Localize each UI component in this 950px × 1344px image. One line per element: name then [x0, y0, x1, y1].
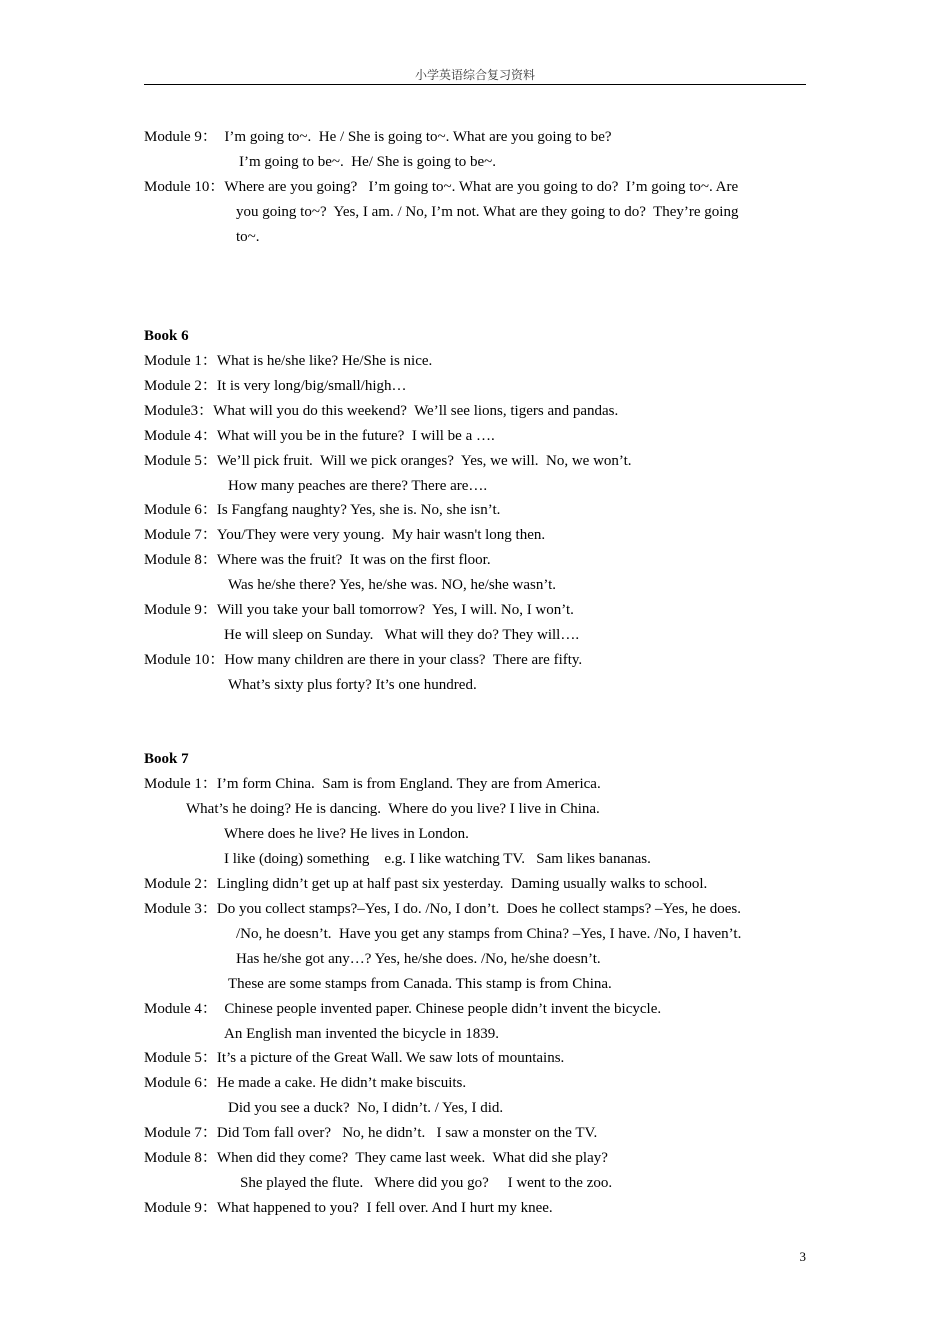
- header-divider: [144, 84, 806, 85]
- text-line: to~.: [236, 229, 260, 245]
- text-line: Module 5：It’s a picture of the Great Wall. We saw lots of mountains.: [144, 1050, 565, 1066]
- text-line: Module 9： I’m going to~. He / She is going to~. What are you going to be?: [144, 129, 612, 145]
- text-line: Module 3：Do you collect stamps?–Yes, I do. /No, I don’t. Does he collect stamps? –Yes, he does.: [144, 901, 742, 917]
- text-line: /No, he doesn’t. Have you get any stamps from China? –Yes, I have. /No, I haven’t.: [236, 926, 742, 942]
- text-line: Module 4：What will you be in the future? I will be a ….: [144, 428, 495, 444]
- page-header: 小学英语综合复习资料: [414, 68, 535, 82]
- text-line: He will sleep on Sunday. What will they do? They will….: [224, 627, 580, 643]
- text-line: Module 2：Lingling didn’t get up at half past six yesterday. Daming usually walks to school.: [144, 876, 708, 892]
- text-line: An English man invented the bicycle in 1839.: [224, 1026, 499, 1042]
- text-line: Module 1：What is he/she like? He/She is nice.: [144, 353, 433, 369]
- text-line: How many peaches are there? There are….: [228, 478, 488, 494]
- page-number: 3: [799, 1249, 806, 1264]
- text-line: Module 6：Is Fangfang naughty? Yes, she is. No, she isn’t.: [144, 502, 501, 518]
- text-line: Module 8：Where was the fruit? It was on the first floor.: [144, 552, 491, 568]
- text-line: Module 1：I’m form China. Sam is from England. They are from America.: [144, 776, 601, 792]
- text-line: Module 10：How many children are there in your class? There are fifty.: [144, 652, 583, 668]
- text-line: you going to~? Yes, I am. / No, I’m not. What are they going to do? They’re going: [236, 204, 739, 220]
- text-line: Module 6：He made a cake. He didn’t make biscuits.: [144, 1075, 467, 1091]
- text-line: Module 4： Chinese people invented paper. Chinese people didn’t invent the bicycle.: [144, 1001, 662, 1017]
- text-line: She played the flute. Where did you go? I went to the zoo.: [240, 1175, 613, 1191]
- text-line: Module 7：Did Tom fall over? No, he didn’t. I saw a monster on the TV.: [144, 1125, 598, 1141]
- text-line: Module 8：When did they come? They came last week. What did she play?: [144, 1150, 608, 1166]
- text-line: Module 5：We’ll pick fruit. Will we pick oranges? Yes, we will. No, we won’t.: [144, 453, 632, 469]
- text-line: Where does he live? He lives in London.: [224, 826, 469, 842]
- text-line: Module 9：Will you take your ball tomorrow? Yes, I will. No, I won’t.: [144, 602, 574, 618]
- text-line: Module 9：What happened to you? I fell over. And I hurt my knee.: [144, 1200, 553, 1216]
- text-line: What’s sixty plus forty? It’s one hundred.: [228, 677, 477, 693]
- text-line: I’m going to be~. He/ She is going to be~.: [239, 154, 497, 170]
- text-line: These are some stamps from Canada. This stamp is from China.: [228, 976, 612, 992]
- text-line: Has he/she got any…? Yes, he/she does. /No, he/she doesn’t.: [236, 951, 601, 967]
- text-line: Module 7：You/They were very young. My hair wasn't long then.: [144, 527, 546, 543]
- text-line: I like (doing) something e.g. I like watching TV. Sam likes bananas.: [224, 851, 651, 867]
- text-line: Module 2：It is very long/big/small/high…: [144, 378, 407, 394]
- text-line: Did you see a duck? No, I didn’t. / Yes, I did.: [228, 1100, 504, 1116]
- section-heading-book-7: Book 7: [144, 751, 189, 767]
- text-line: Module3：What will you do this weekend? We’ll see lions, tigers and pandas.: [144, 403, 619, 419]
- text-line: Module 10：Where are you going? I’m going to~. What are you going to do? I’m going to~. Are: [144, 179, 739, 195]
- text-line: What’s he doing? He is dancing. Where do you live? I live in China.: [186, 801, 600, 817]
- section-heading-book-6: Book 6: [144, 328, 189, 344]
- text-line: Was he/she there? Yes, he/she was. NO, he/she wasn’t.: [228, 577, 557, 593]
